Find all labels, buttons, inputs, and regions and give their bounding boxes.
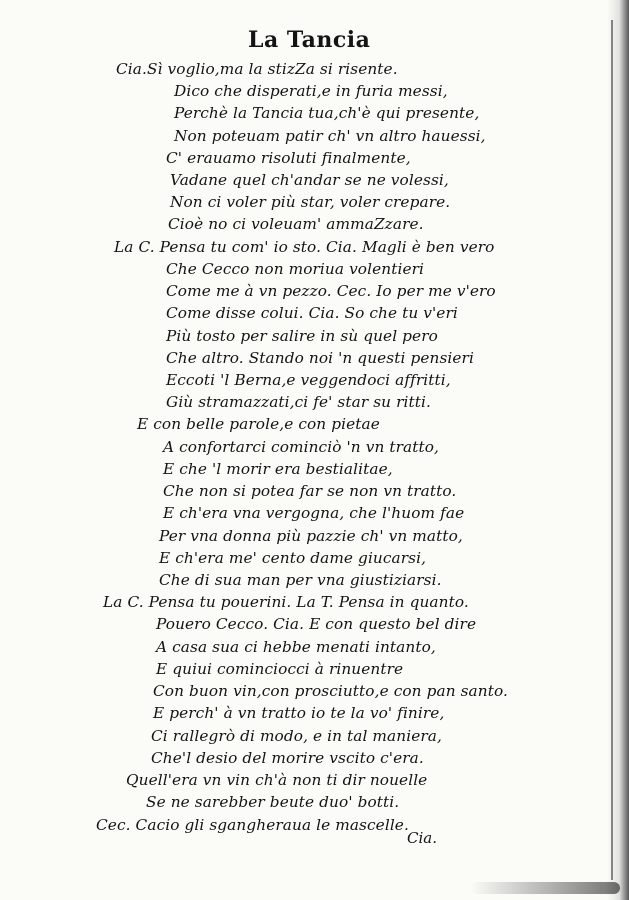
verse-line: E che 'l morir era bestialitae, xyxy=(163,460,393,478)
verse-line: Ci rallegrò di modo, e in tal maniera, xyxy=(151,727,442,745)
verse-line: E con belle parole,e con pietae xyxy=(137,415,380,433)
verse-line: Che altro. Stando noi 'n questi pensieri xyxy=(166,349,474,367)
catchword: Cia. xyxy=(407,829,437,847)
verse-line: La C. Pensa tu pouerini. La T. Pensa in quanto. xyxy=(103,593,469,611)
verse-line: La C. Pensa tu com' io sto. Cia. Magli è ben vero xyxy=(114,238,495,256)
verse-line: Se ne sarebber beute duo' botti. xyxy=(146,793,400,811)
verse-line: Cioè no ci voleuam' ammaZzare. xyxy=(168,215,424,233)
running-head-title: La Tancia xyxy=(248,27,371,53)
verse-line: Pouero Cecco. Cia. E con questo bel dire xyxy=(156,615,477,633)
bottom-ink-smudge xyxy=(470,882,620,894)
verse-line: Eccoti 'l Berna,e veggendoci affritti, xyxy=(166,371,451,389)
verse-line: Cec. Cacio gli sgangheraua le mascelle. xyxy=(96,816,409,834)
verse-line: A casa sua ci hebbe menati intanto, xyxy=(156,638,436,656)
verse-line: Non poteuam patir ch' vn altro hauessi, xyxy=(174,127,486,145)
verse-line: Cia.Sì voglio,ma la stizZa si risente. xyxy=(116,60,398,78)
verse-line: Per vna donna più pazzie ch' vn matto, xyxy=(159,527,463,545)
verse-line: Perchè la Tancia tua,ch'è qui presente, xyxy=(174,104,480,122)
verse-line: E perch' à vn tratto io te la vo' finire, xyxy=(153,704,445,722)
verse-line: E quiui cominciocci à rinuentre xyxy=(156,660,404,678)
verse-line: Quell'era vn vin ch'à non ti dir nouelle xyxy=(126,771,428,789)
verse-line: Che'l desio del morire vscito c'era. xyxy=(151,749,424,767)
page-edge-line xyxy=(611,20,613,880)
verse-line: Giù stramazzati,ci fe' star su ritti. xyxy=(166,393,431,411)
verse-line: Che Cecco non moriua volentieri xyxy=(166,260,425,278)
verse-line: C' erauamo risoluti finalmente, xyxy=(166,149,411,167)
verse-line: Che non si potea far se non vn tratto. xyxy=(163,482,457,500)
verse-line: Che di sua man per vna giustiziarsi. xyxy=(159,571,442,589)
verse-line: A confortarci cominciò 'n vn tratto, xyxy=(163,438,440,456)
verse-line: Più tosto per salire in sù quel pero xyxy=(166,327,438,345)
verse-line: Vadane quel ch'andar se ne volessi, xyxy=(170,171,449,189)
verse-line: Non ci voler più star, voler crepare. xyxy=(170,193,451,211)
verse-line: Come disse colui. Cia. So che tu v'eri xyxy=(166,304,458,322)
verse-line: Come me à vn pezzo. Cec. Io per me v'ero xyxy=(166,282,496,300)
verse-line: Dico che disperati,e in furia messi, xyxy=(174,82,448,100)
verse-line: E ch'era vna vergogna, che l'huom fae xyxy=(163,504,465,522)
verse-line: E ch'era me' cento dame giucarsi, xyxy=(159,549,427,567)
verse-line: Con buon vin,con prosciutto,e con pan santo. xyxy=(153,682,508,700)
